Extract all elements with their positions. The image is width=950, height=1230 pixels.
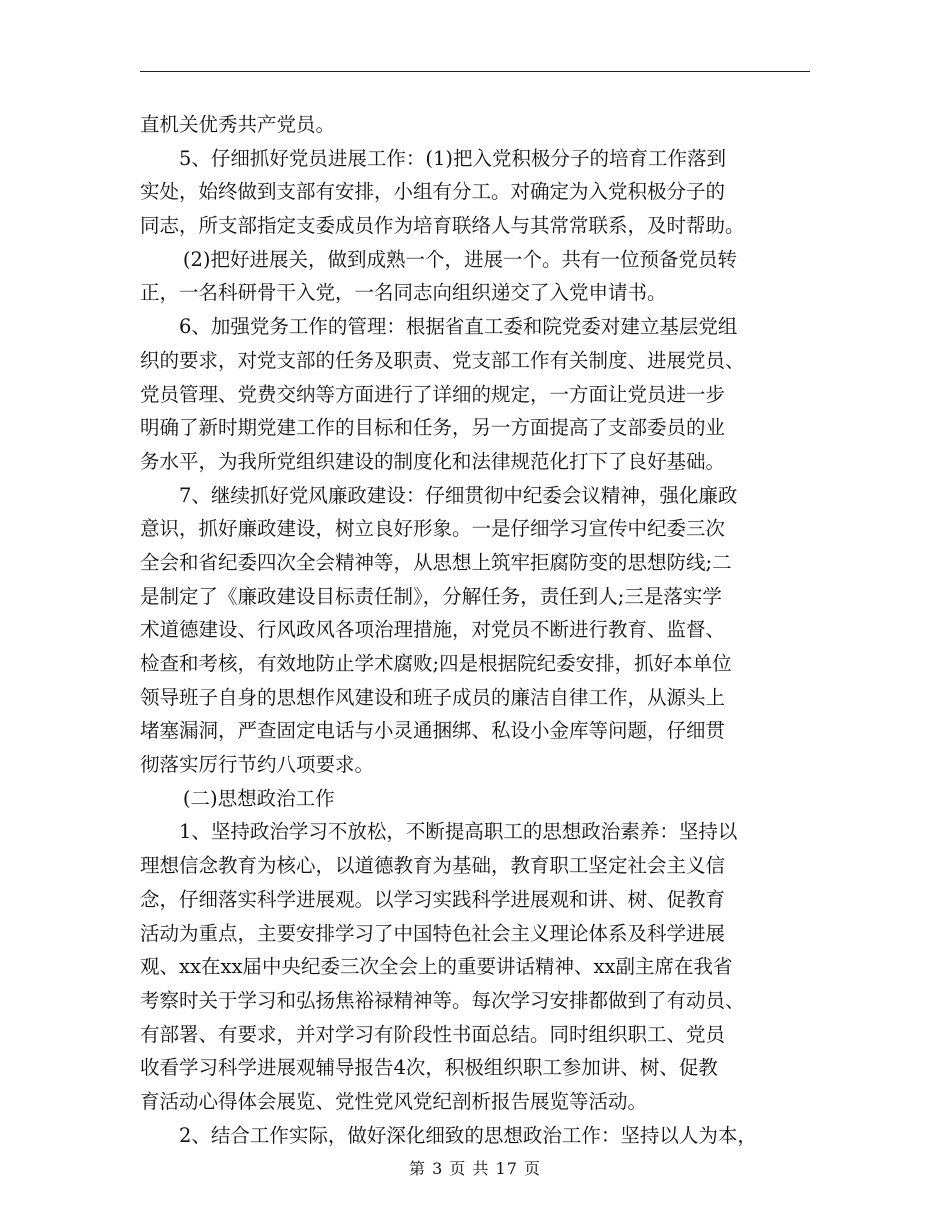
text-line: 是制定了《廉政建设目标责任制》，分解任务，责任到人;三是落实学 xyxy=(140,584,722,608)
text-line: 观、xx在xx届中央纪委三次全会上的重要讲话精神、xx副主席在我省 xyxy=(140,955,733,979)
text-line: 6、加强党务工作的管理：根据省直工委和院党委对建立基层党组 xyxy=(179,315,738,339)
text-line: 党员管理、党费交纳等方面进行了详细的规定，一方面让党员进一步 xyxy=(140,382,726,406)
text-line: (二)思想政治工作 xyxy=(182,786,335,810)
text-line: 检查和考核，有效地防止学术腐败;四是根据院纪委安排，抓好本单位 xyxy=(140,652,732,675)
text-line: 5、仔细抓好党员进展工作：(1)把入党积极分子的培育工作落到 xyxy=(179,146,727,170)
text-line: 全会和省纪委四次全会精神等，从思想上筑牢拒腐防变的思想防线;二 xyxy=(140,550,732,574)
text-line: 理想信念教育为核心，以道德教育为基础，教育职工坚定社会主义信 xyxy=(140,854,726,878)
text-line: 术道德建设、行风政风各项治理措施，对党员不断进行教育、监督、 xyxy=(140,618,726,642)
page-number-footer: 第 3 页 共 17 页 xyxy=(409,1159,541,1178)
text-line: 彻落实厉行节约八项要求。 xyxy=(140,753,375,777)
text-line: 收看学习科学进展观辅导报告4次，积极组织职工参加讲、树、促教 xyxy=(140,1056,718,1080)
text-line: 实处，始终做到支部有安排，小组有分工。对确定为入党积极分子的 xyxy=(140,180,726,204)
text-line: 明确了新时期党建工作的目标和任务，另一方面提高了支部委员的业 xyxy=(140,416,726,440)
text-line: 堵塞漏洞，严查固定电话与小灵通捆绑、私设小金库等问题，仔细贯 xyxy=(140,719,726,743)
text-line: 育活动心得体会展览、党性党风党纪剖析报告展览等活动。 xyxy=(140,1089,648,1113)
text-line: 意识，抓好廉政建设，树立良好形象。一是仔细学习宣传中纪委三次 xyxy=(140,517,726,541)
text-line: 有部署、有要求，并对学习有阶段性书面总结。同时组织职工、党员 xyxy=(140,1022,726,1046)
text-line: 直机关优秀共产党员。 xyxy=(140,113,336,136)
text-line: 考察时关于学习和弘扬焦裕禄精神等。每次学习安排都做到了有动员、 xyxy=(140,988,745,1012)
text-line: 1、坚持政治学习不放松，不断提高职工的思想政治素养：坚持以 xyxy=(179,820,738,844)
text-line: 念，仔细落实科学进展观。以学习实践科学进展观和讲、树、促教育 xyxy=(140,887,726,911)
text-line: 正，一名科研骨干入党，一名同志向组织递交了入党申请书。 xyxy=(140,281,667,305)
text-line: 领导班子自身的思想作风建设和班子成员的廉洁自律工作，从源头上 xyxy=(140,685,726,709)
text-line: 2、结合工作实际，做好深化细致的思想政治工作：坚持以人为本， xyxy=(179,1123,757,1147)
text-line: 7、继续抓好党风廉政建设：仔细贯彻中纪委会议精神，强化廉政 xyxy=(179,483,738,507)
header-rule xyxy=(140,71,810,72)
text-line: 同志，所支部指定支委成员作为培育联络人与其常常联系，及时帮助。 xyxy=(140,214,745,238)
text-line: (2)把好进展关，做到成熟一个，进展一个。共有一位预备党员转 xyxy=(182,247,738,271)
text-line: 务水平，为我所党组织建设的制度化和法律规范化打下了良好基础。 xyxy=(140,449,726,473)
text-line: 活动为重点，主要安排学习了中国特色社会主义理论体系及科学进展 xyxy=(140,921,726,945)
text-line: 织的要求，对党支部的任务及职责、党支部工作有关制度、进展党员、 xyxy=(140,348,745,372)
document-body xyxy=(140,108,815,1152)
